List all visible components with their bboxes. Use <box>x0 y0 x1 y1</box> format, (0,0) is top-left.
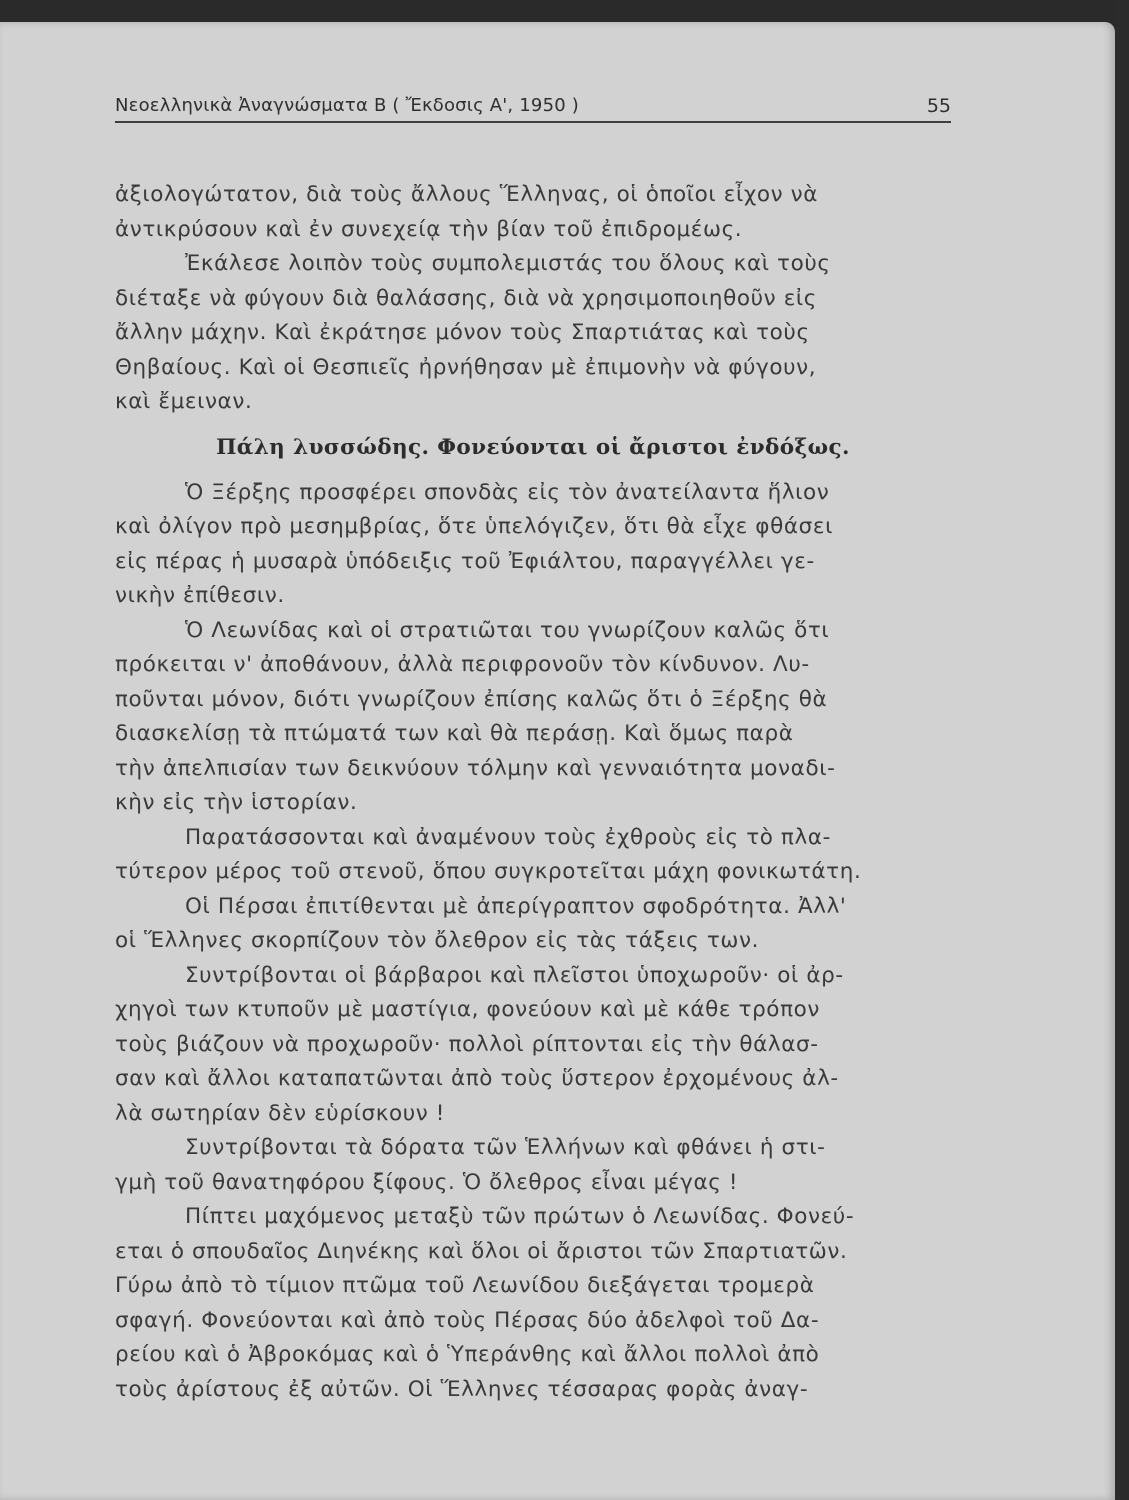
text-line: ἀξιολογώτατον, διὰ τοὺς ἄλλους Ἕλληνας, οἱ ὁποῖοι εἶχον νὰ <box>115 182 819 207</box>
text-line: γμὴ τοῦ θανατηφόρου ξίφους. Ὁ ὄλεθρος εἶναι μέγας ! <box>115 1169 739 1195</box>
text-line: Ὁ Ξέρξης προσφέρει σπονδὰς εἰς τὸν ἀνατείλαντα ἥλιον <box>185 479 830 505</box>
text-line: ρείου καὶ ὁ Ἀβροκόμας καὶ ὁ Ὑπεράνθης καὶ ἄλλοι πολλοὶ ἀπὸ <box>115 1342 820 1367</box>
text-line: λὰ σωτηρίαν δὲν εὑρίσκουν ! <box>115 1100 446 1126</box>
page-number: 55 <box>926 95 951 117</box>
text-line: ποῦνται μόνον, διότι γνωρίζουν ἐπίσης καλῶς ὅτι ὁ Ξέρξης θὰ <box>115 686 828 712</box>
text-line: τὴν ἀπελπισίαν των δεικνύουν τόλμην καὶ γενναιότητα μοναδι- <box>115 755 836 781</box>
text-line: Πίπτει μαχόμενος μεταξὺ τῶν πρώτων ὁ Λεωνίδας. Φονεύ- <box>185 1204 855 1229</box>
text-line: Συντρίβονται οἱ βάρβαροι καὶ πλεῖστοι ὑποχωροῦν· οἱ ἀρ- <box>185 962 844 988</box>
text-line: διασκελίσῃ τὰ πτώματά των καὶ θὰ περάσῃ. Καὶ ὅμως παρὰ <box>115 721 794 746</box>
text-line: Θηβαίους. Καὶ οἱ Θεσπιεῖς ἠρνήθησαν μὲ ἐπιμονὴν νὰ φύγουν, <box>115 354 817 380</box>
header-title: Νεοελληνικὰ Ἀναγνώσματα Β ( Ἔκδοσις Α', 1950 ) <box>115 95 580 116</box>
text-line: σαν καὶ ἄλλοι καταπατῶνται ἀπὸ τοὺς ὕστερον ἐρχομένους ἀλ- <box>115 1066 839 1091</box>
text-line: Ὁ Λεωνίδας καὶ οἱ στρατιῶται του γνωρίζουν καλῶς ὅτι <box>185 617 830 643</box>
text-line: Ἐκάλεσε λοιπὸν τοὺς συμπολεμιστάς του ὅλους καὶ τοὺς <box>185 251 831 276</box>
text-line: νικὴν ἐπίθεσιν. <box>115 583 285 608</box>
text-block-after-heading <box>115 476 951 1408</box>
text-line: Συντρίβονται τὰ δόρατα τῶν Ἑλλήνων καὶ φθάνει ἡ στι- <box>185 1135 826 1160</box>
text-line: πρόκειται ν' ἀποθάνουν, ἀλλὰ περιφρονοῦν τὸν κίνδυνον. Λυ- <box>115 652 810 677</box>
text-line: τύτερον μέρος τοῦ στενοῦ, ὅπου συγκροτεῖται μάχη φονικωτάτη. <box>115 859 862 884</box>
text-line: Γύρω ἀπὸ τὸ τίμιον πτῶμα τοῦ Λεωνίδου διεξάγεται τρομερὰ <box>115 1273 815 1298</box>
text-line: χηγοὶ των κτυποῦν μὲ μαστίγια, φονεύουν καὶ μὲ κάθε τρόπον <box>115 997 820 1022</box>
text-line: οἱ Ἕλληνες σκορπίζουν τὸν ὄλεθρον εἰς τὰς τάξεις των. <box>115 928 760 953</box>
running-header <box>115 95 951 123</box>
text-line: διέταξε νὰ φύγουν διὰ θαλάσσης, διὰ νὰ χρησιμοποιηθοῦν εἰς <box>115 285 818 311</box>
page-body <box>115 178 951 1407</box>
scan-border-right <box>1115 0 1129 1500</box>
text-line: τοὺς ἀρίστους ἐξ αὐτῶν. Οἱ Ἕλληνες τέσσαρας φορὰς ἀναγ- <box>115 1376 809 1402</box>
text-line: καὶ ὀλίγον πρὸ μεσημβρίας, ὅτε ὑπελόγιζεν, ὅτι θὰ εἶχε φθάσει <box>115 514 833 539</box>
text-block-before-heading <box>115 178 951 420</box>
text-line: Παρατάσσονται καὶ ἀναμένουν τοὺς ἐχθροὺς εἰς τὸ πλα- <box>185 824 831 850</box>
section-heading: Πάλη λυσσώδης. Φονεύονται οἱ ἄριστοι ἐνδόξως. <box>216 434 850 460</box>
text-line: σφαγή. Φονεύονται καὶ ἀπὸ τοὺς Πέρσας δύο ἀδελφοὶ τοῦ Δα- <box>115 1307 820 1333</box>
text-line: εται ὁ σπουδαῖος Διηνέκης καὶ ὅλοι οἱ ἄριστοι τῶν Σπαρτιατῶν. <box>115 1238 848 1264</box>
text-line: κὴν εἰς τὴν ἱστορίαν. <box>115 790 358 815</box>
text-line: ἄλλην μάχην. Καὶ ἐκράτησε μόνον τοὺς Σπαρτιάτας καὶ τοὺς <box>115 320 810 345</box>
text-line: ἀντικρύσουν καὶ ἐν συνεχείᾳ τὴν βίαν τοῦ ἐπιδρομέως. <box>115 216 743 242</box>
text-line: τοὺς βιάζουν νὰ προχωροῦν· πολλοὶ ρίπτονται εἰς τὴν θάλασ- <box>115 1031 819 1057</box>
text-line: καὶ ἔμειναν. <box>115 389 253 414</box>
text-line: Οἱ Πέρσαι ἐπιτίθενται μὲ ἀπερίγραπτον σφοδρότητα. Ἀλλ' <box>185 893 847 919</box>
text-line: εἰς πέρας ἡ μυσαρὰ ὑπόδειξις τοῦ Ἐφιάλτου, παραγγέλλει γε- <box>115 548 815 574</box>
